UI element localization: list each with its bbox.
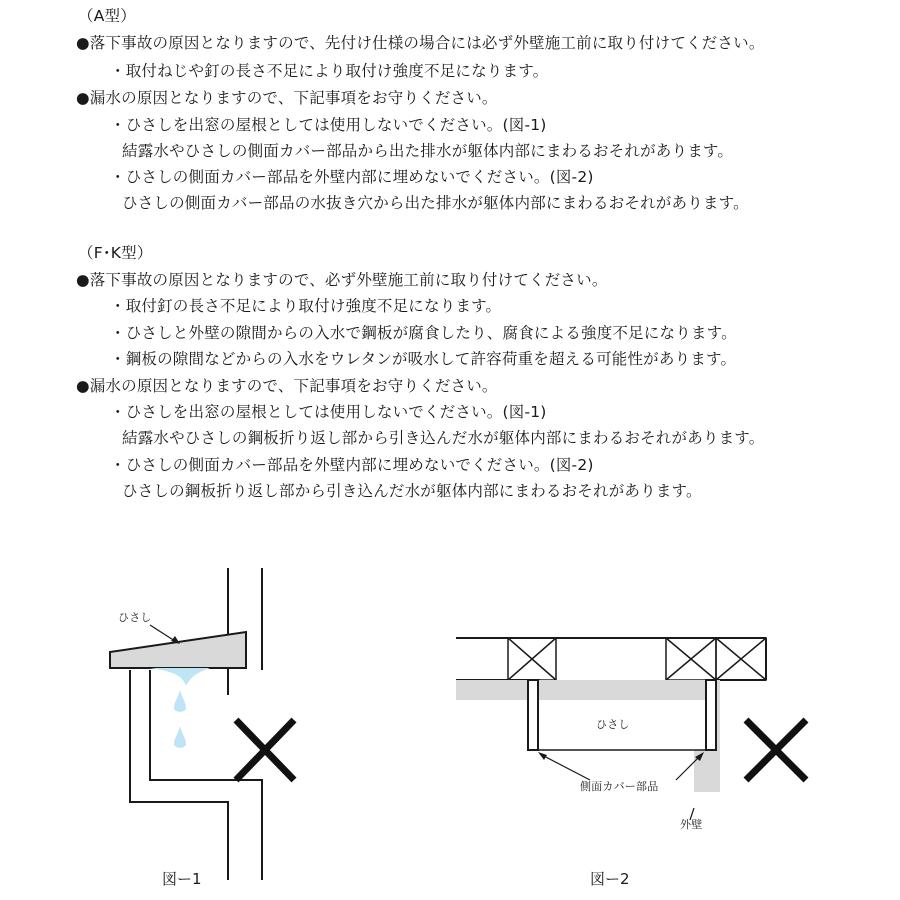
figure-2-caption: 図ー2	[590, 870, 630, 888]
figure-1-caption: 図ー1	[162, 870, 202, 888]
figure-1-hisashi	[110, 632, 246, 668]
section-a-header: （A型）	[78, 7, 136, 25]
figure-2-side-cover-right	[706, 680, 716, 750]
section-a-line-2: ・取付ねじや釘の長さ不足により取付け強度不足になります。	[110, 62, 549, 80]
section-fk-line-1: ●落下事故の原因となりますので、必ず外壁施工前に取り付けてください。	[76, 271, 608, 289]
figure-2-frame	[456, 638, 766, 680]
figure-1-water-drops	[150, 668, 210, 748]
section-fk-line-9: ひさしの鋼板折り返し部から引き込んだ水が躯体内部にまわるおそれがあります。	[122, 482, 702, 500]
figure-2-side-cover-left	[528, 680, 538, 750]
figure-2-structure-boxes	[508, 638, 766, 680]
section-a-line-6: ・ひさしの側面カバー部品を外壁内部に埋めないでください。(図-2)	[110, 168, 594, 186]
figure-2-label-hisashi: ひさし	[596, 718, 630, 731]
figure-1-x-mark	[236, 720, 294, 780]
section-a-line-3: ●漏水の原因となりますので、下記事項をお守りください。	[76, 89, 498, 107]
figure-2-diagram	[440, 620, 880, 900]
section-fk-line-7: 結露水やひさしの鋼板折り返し部から引き込んだ水が躯体内部にまわるおそれがあります。	[122, 429, 765, 447]
figure-2-label-outer-wall: 外壁	[680, 818, 703, 831]
section-fk-line-4: ・鋼板の隙間などからの入水をウレタンが吸水して許容荷重を超える可能性があります。	[110, 350, 737, 368]
section-a-line-1: ●落下事故の原因となりますので、先付け仕様の場合には必ず外壁施工前に取り付けてください。	[76, 34, 765, 52]
figure-2-label-side-cover: 側面カバー部品	[580, 780, 659, 793]
figure-2-x-mark	[746, 720, 806, 780]
section-a-line-7: ひさしの側面カバー部品の水抜き穴から出た排水が躯体内部にまわるおそれがあります。	[122, 194, 749, 212]
figure-1-diagram	[0, 540, 450, 900]
section-fk-line-5: ●漏水の原因となりますので、下記事項をお守りください。	[76, 377, 498, 395]
section-fk-line-6: ・ひさしを出窓の屋根としては使用しないでください。(図-1)	[110, 403, 547, 421]
section-fk-line-3: ・ひさしと外壁の隙間からの入水で鋼板が腐食したり、腐食による強度不足になります。	[110, 324, 737, 342]
figure-1-label-hisashi: ひさし	[118, 611, 152, 624]
section-fk-line-8: ・ひさしの側面カバー部品を外壁内部に埋めないでください。(図-2)	[110, 456, 594, 474]
figure-2-leader-arrows	[538, 752, 704, 761]
section-fk-line-2: ・取付釘の長さ不足により取付け強度不足になります。	[110, 297, 502, 315]
section-a-line-4: ・ひさしを出窓の屋根としては使用しないでください。(図-1)	[110, 116, 547, 134]
section-a-line-5: 結露水やひさしの側面カバー部品から出た排水が躯体内部にまわるおそれがあります。	[122, 142, 734, 160]
section-fk-header: （F･K型）	[78, 244, 153, 262]
